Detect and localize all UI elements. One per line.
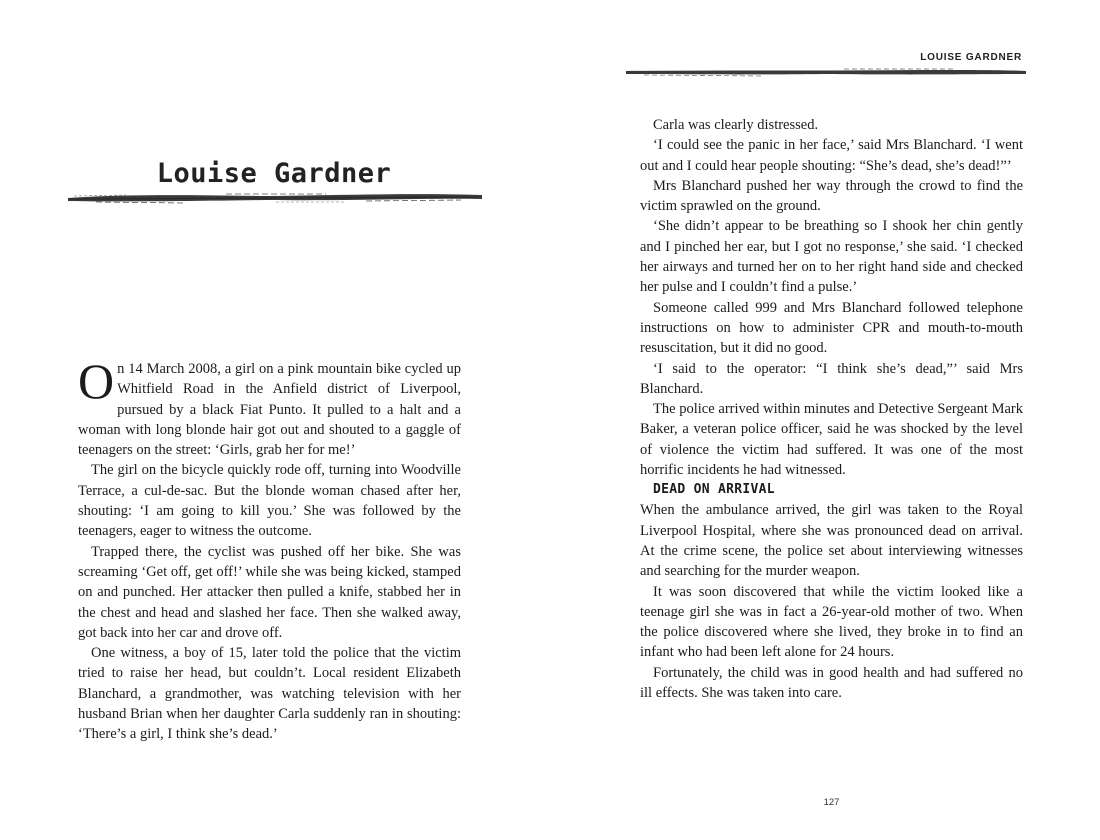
paragraph: It was soon discovered that while the victim looked like a teenage girl she was in fact a 26-year-old mother of two. When the police discovered where she lived, they broke in to find an infant who had been left alone for 24 hours.: [640, 583, 1023, 661]
paragraph: One witness, a boy of 15, later told the police that the victim tried to raise her head, but couldn’t. Local resident Elizabeth Blanchard, a grandmother, was watching television with her husband Brian when her daughter Carla suddenly ran in shouting: ‘There’s a girl, I think she’s dead.’: [78, 645, 461, 743]
chapter-title: Louise Gardner: [156, 158, 392, 190]
running-head: LOUISE GARDNER: [920, 52, 1022, 63]
section-first-paragraph: When the ambulance arrived, the girl was taken to the Royal Liverpool Hospital, where she was pronounced dead on arrival. At the crime scene, the police set about interviewing witnesses and searching for the murder weapon.: [640, 502, 1023, 580]
page-number: 127: [823, 797, 840, 808]
title-brush-rule: [66, 190, 484, 206]
paragraph: Someone called 999 and Mrs Blanchard followed telephone instructions on how to administer CPR and mouth-to-mouth resuscitation, but it did no good.: [640, 299, 1023, 357]
section-heading: DEAD ON ARRIVAL: [653, 482, 775, 498]
paragraph: ‘I could see the panic in her face,’ said Mrs Blanchard. ‘I went out and I could hear people shouting: “She’s dead, she’s dead!”’: [640, 137, 1023, 174]
opening-paragraph-text: n 14 March 2008, a girl on a pink mountain bike cycled up Whitfield Road in the Anfield district of Liverpool, pursued by a black Fiat Punto. It pulled to a halt and a woman with long blonde hair got out and shouted to a gaggle of teenagers on the street: ‘Girls, grab her for me!’: [78, 361, 461, 459]
paragraph: Fortunately, the child was in good health and had suffered no ill effects. She was taken into care.: [640, 664, 1023, 702]
right-body-text: [640, 115, 1023, 703]
paragraph: The police arrived within minutes and Detective Sergeant Mark Baker, a veteran police officer, said he was shocked by the level of violence the victim had suffered. It was one of the most horrific incidents he had witnessed.: [640, 401, 1023, 479]
paragraph: Carla was clearly distressed.: [653, 117, 819, 133]
running-head-brush-rule: [624, 67, 1028, 77]
drop-cap: O: [78, 353, 115, 409]
paragraph: Trapped there, the cyclist was pushed off her bike. She was screaming ‘Get off, get off!’ while she was being kicked, stamped on and punched. Her attacker then pulled a knife, stabbed her in the chest and head and slashed her face. Then she walked away, got back into her car and drove off.: [78, 543, 461, 641]
paragraph: ‘I said to the operator: “I think she’s dead,”’ said Mrs Blanchard.: [640, 360, 1023, 397]
paragraph: Mrs Blanchard pushed her way through the crowd to find the victim sprawled on the ground.: [640, 177, 1023, 215]
paragraph: The girl on the bicycle quickly rode off, turning into Woodville Terrace, a cul-de-sac. But the blonde woman chased after her, shouting: ‘I am going to kill you.’ She was followed by the teenagers, eager to witness the outcome.: [78, 462, 461, 540]
paragraph: ‘She didn’t appear to be breathing so I shook her chin gently and I pinched her ear, but I got no response,’ she said. ‘I checked her airways and turned her on to her right hand side and checked her pulse and I couldn’t find a pulse.’: [640, 218, 1023, 296]
opening-paragraph: [78, 353, 461, 460]
right-page: [550, 0, 1100, 840]
left-body-text: [78, 353, 461, 745]
